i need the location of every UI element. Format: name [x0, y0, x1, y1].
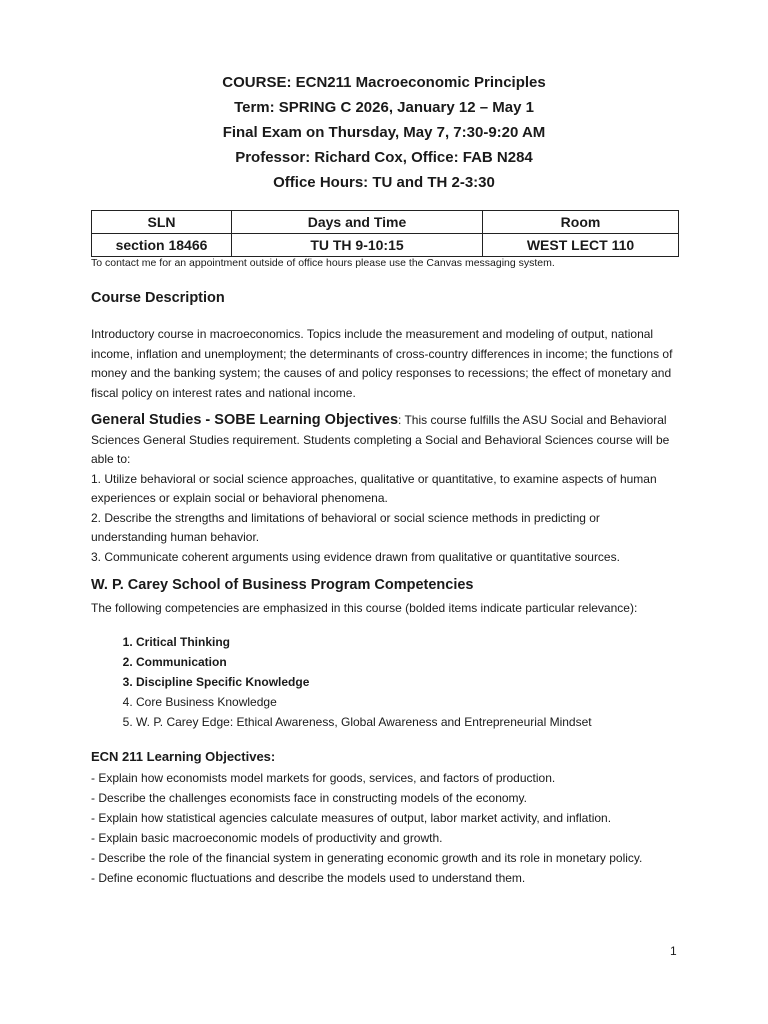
schedule-table: [91, 210, 679, 257]
header-cell-sln: SLN: [92, 211, 232, 234]
header-cell-days-time: Days and Time: [232, 211, 483, 234]
cell-days-time: TU TH 9-10:15: [232, 234, 483, 257]
list-item: - Describe the challenges economists face in constructing models of the economy.: [91, 791, 527, 805]
course-description-heading: Course Description: [91, 290, 225, 306]
cell-room: WEST LECT 110: [483, 234, 679, 257]
learning-objectives-list: [91, 768, 676, 888]
general-studies-item: 3. Communicate coherent arguments using evidence drawn from qualitative or quantitative sources.: [91, 549, 620, 564]
list-item: - Explain how economists model markets for goods, services, and factors of production.: [91, 771, 556, 785]
term-line: Term: SPRING C 2026, January 12 – May 1: [234, 99, 534, 116]
professor-line: Professor: Richard Cox, Office: FAB N284: [235, 149, 533, 166]
competencies-intro: The following competencies are emphasized in this course (bolded items indicate particular relevance):: [91, 601, 638, 615]
schedule-header-row: [92, 211, 679, 234]
general-studies-item: 2. Describe the strengths and limitations of behavioral or social science methods in predicting or understanding human behavior.: [91, 510, 600, 544]
final-exam-line: Final Exam on Thursday, May 7, 7:30-9:20 AM: [222, 124, 546, 141]
office-hours-line: Office Hours: TU and TH 2-3:30: [273, 174, 495, 191]
course-description-text: Introductory course in macroeconomics. Topics include the measurement and modeling of output, national income, inflation and unemployment; the determinants of cross-country differences in income; the functions of money and the banking system; the causes of and policy responses to recessions; the effect of monetary and fiscal policy on interest rates and national income.: [91, 327, 673, 400]
general-studies-section: [91, 411, 676, 567]
cell-section: section 18466: [92, 234, 232, 257]
header-cell-room: Room: [483, 211, 679, 234]
page-number: 1: [670, 944, 677, 958]
general-studies-item: 1. Utilize behavioral or social science approaches, qualitative or quantitative, to examine aspects of human experiences or explain social or behavioral phenomena.: [91, 471, 657, 505]
competencies-heading: W. P. Carey School of Business Program Competencies: [91, 577, 474, 593]
course-header: [0, 70, 768, 195]
learning-objectives-heading: ECN 211 Learning Objectives:: [91, 749, 276, 764]
general-studies-intro: : This course fulfills the ASU Social and Behavioral Sciences General Studies requirement. Students completing a Social and Behavioral Sciences course will be able to:: [91, 413, 670, 466]
list-item: 5. W. P. Carey Edge: Ethical Awareness, Global Awareness and Entrepreneurial Mindset: [136, 712, 696, 732]
list-item: 2. Communication: [136, 652, 696, 672]
general-studies-heading: General Studies - SOBE Learning Objectives: [91, 412, 399, 428]
list-item: - Describe the role of the financial system in generating economic growth and its role in monetary policy.: [91, 851, 643, 865]
list-item: 4. Core Business Knowledge: [136, 692, 696, 712]
schedule-data-row: [92, 234, 679, 257]
list-item: 3. Discipline Specific Knowledge: [136, 672, 696, 692]
list-item: - Explain basic macroeconomic models of productivity and growth.: [91, 831, 443, 845]
course-title: COURSE: ECN211 Macroeconomic Principles: [222, 74, 546, 91]
list-item: 1. Critical Thinking: [136, 632, 696, 652]
competencies-list: [100, 632, 696, 732]
list-item: - Explain how statistical agencies calculate measures of output, labor market activity, and inflation.: [91, 811, 612, 825]
contact-note: To contact me for an appointment outside of office hours please use the Canvas messaging system.: [91, 257, 555, 269]
list-item: - Define economic fluctuations and describe the models used to understand them.: [91, 871, 526, 885]
